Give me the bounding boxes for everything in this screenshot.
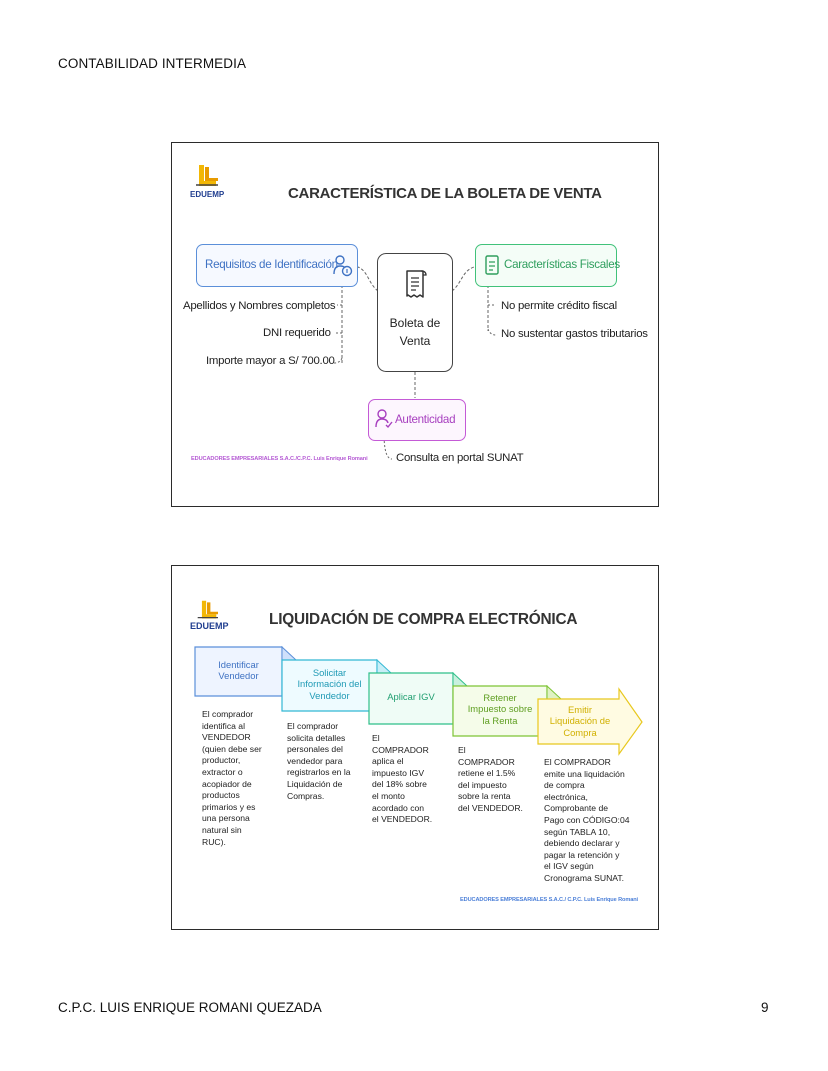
desc-line: El COMPRADOR [544,757,611,767]
node-autenticidad [368,399,466,441]
identificacion-item-2: DNI requerido [263,327,331,339]
desc-line: pagar la retención y [544,849,620,860]
desc-line: retiene el 1.5% [458,768,516,779]
desc-line: emite una liquidación [544,768,625,779]
step-1-label-line: Identificar [218,659,259,670]
slide-credit: EDUCADORES EMPRESARIALES S.A.C./C.P.C. Luis Enrique Romani [191,456,368,462]
center-node-boleta-de-venta [377,253,453,372]
desc-line: primarios y es [202,801,256,812]
desc-line: acopiador de [202,778,252,789]
desc-line: productos [202,790,240,801]
desc-line: el VENDEDOR. [372,814,433,825]
step-1-fold [282,647,296,660]
receipt-icon [402,268,428,302]
desc-line: COMPRADOR [458,756,515,767]
step-2-label-line: Solicitar [312,667,347,678]
step-4-fold [547,686,561,699]
desc-line: de compra [544,780,585,791]
logo-text: EDUEMP [190,621,229,631]
node-label: Características Fiscales [504,258,620,271]
desc-line: debiendo declarar y [544,838,620,849]
desc-line: impuesto IGV [372,767,425,778]
page-number: 9 [761,1000,769,1015]
step-3-description [372,733,432,826]
desc-line: identifica al [202,720,245,731]
desc-line: El [372,733,380,743]
desc-line: el IGV según [544,861,594,872]
desc-line: El comprador [202,709,254,719]
desc-line: sobre la renta [458,791,511,802]
desc-line: acordado con [372,802,425,813]
slide-credit: EDUCADORES EMPRESARIALES S.A.C./ C.P.C. Luis Enrique Romani [460,897,638,903]
node-label: Requisitos de Identificación [205,258,338,271]
step-1-label-line: Vendedor [218,670,259,682]
person-check-icon [375,408,393,430]
desc-line: El comprador [287,721,339,731]
step-1-label [195,659,282,682]
slide-title: LIQUIDACIÓN DE COMPRA ELECTRÓNICA [269,611,578,628]
logo-text: EDUEMP [190,190,225,199]
step-2-label-line: Información del [297,678,362,690]
desc-line: una persona [202,813,250,824]
page-footer: C.P.C. LUIS ENRIQUE ROMANI QUEZADA [58,1000,322,1015]
step-4-label-line: Retener [483,692,517,703]
tax-document-icon [484,254,500,276]
step-2-fold [377,660,391,673]
page-header: CONTABILIDAD INTERMEDIA [58,56,247,71]
node-requisitos-identificacion [196,244,358,287]
desc-line: vendedor para [287,755,343,766]
desc-line: Comprobante de [544,803,609,814]
desc-line: Liquidación de [287,778,343,789]
step-2-label [282,667,377,701]
step-5-label-line: Liquidación de [549,715,611,727]
fiscales-item-2: No sustentar gastos tributarios [501,328,648,340]
step-3-label-line: Aplicar IGV [387,691,435,702]
step-5-label [538,704,622,738]
desc-line: (quien debe ser [202,743,262,754]
desc-line: Pago con CÓDIGO:04 [544,814,630,825]
node-caracteristicas-fiscales [475,244,620,287]
step-4-label-line: Impuesto sobre [467,703,533,715]
desc-line: Cronograma SUNAT. [544,872,625,883]
step-3-fold [453,673,467,686]
fiscales-item-1: No permite crédito fiscal [501,300,617,312]
identificacion-item-1: Apellidos y Nombres completos [183,300,336,312]
desc-line: del VENDEDOR. [458,802,523,813]
desc-line: El [458,745,466,755]
step-3-label [369,691,453,702]
desc-line: el monto [372,790,405,801]
person-coin-icon [333,254,353,278]
step-2-description [287,721,351,802]
step-5-label-line: Emitir [568,704,592,715]
desc-line: productor, [202,755,241,766]
identificacion-item-3: Importe mayor a S/ 700.00 [206,355,335,367]
step-2-label-line: Vendedor [309,689,350,701]
slide-title: CARACTERÍSTICA DE LA BOLETA DE VENTA [288,185,602,202]
node-label: Autenticidad [395,413,456,426]
desc-line: RUC). [202,836,226,847]
desc-line: según TABLA 10, [544,826,611,837]
desc-line: COMPRADOR [372,744,429,755]
desc-line: natural sin [202,824,242,835]
desc-line: del 18% sobre [372,779,427,790]
desc-line: solicita detalles [287,732,346,743]
step-5-description [544,757,630,885]
desc-line: del impuesto [458,779,507,790]
step-4-label [453,692,547,726]
step-4-description [458,745,523,815]
desc-line: Compras. [287,790,325,801]
desc-line: extractor o [202,766,243,777]
step-5-label-line: Compra [563,726,597,738]
step-1-description [202,709,262,848]
slide-liquidacion-de-compra [171,565,659,930]
center-node-label-line1: Boleta de [389,316,441,330]
desc-line: aplica el [372,756,404,767]
center-node-label-line2: Venta [399,334,431,348]
desc-line: electrónica, [544,791,588,802]
step-4-label-line: la Renta [482,714,518,726]
desc-line: personales del [287,744,343,755]
autenticidad-item-1: Consulta en portal SUNAT [396,452,524,464]
desc-line: VENDEDOR [202,732,251,743]
desc-line: registrarlos en la [287,767,351,778]
slide-boleta-de-venta [171,142,659,507]
